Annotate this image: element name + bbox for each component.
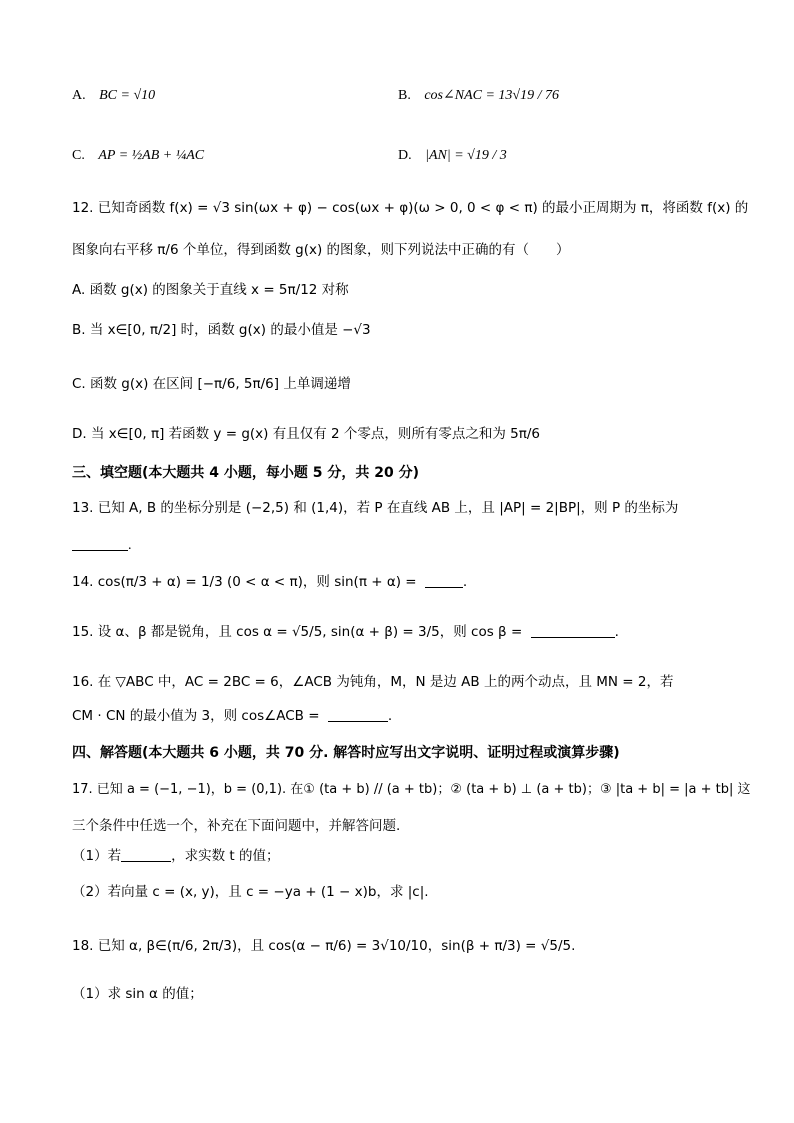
q15-stem: 15. 设 α、β 都是锐角，且 cos α = √5/5, sin(α + β) = 3/5，则 cos β = .: [72, 624, 619, 640]
q14-answer-blank[interactable]: [425, 587, 463, 588]
q18-stem: 18. 已知 α, β∈(π/6, 2π/3)，且 cos(α − π/6) = 3√10/10，sin(β + π/3) = √5/5.: [72, 938, 576, 954]
q15-answer-blank[interactable]: [531, 637, 615, 638]
q12-option-c: C. 函数 g(x) 在区间 [−π/6, 5π/6] 上单调递增: [72, 376, 351, 392]
q11-option-d: D. |AN| = √19 / 3: [398, 148, 507, 163]
q12-option-d: D. 当 x∈[0, π] 若函数 y = g(x) 有且仅有 2 个零点，则所有零点之和为 5π/6: [72, 426, 541, 442]
q12-option-a: A. 函数 g(x) 的图象关于直线 x = 5π/12 对称: [72, 282, 349, 298]
q13-answer-blank[interactable]: [72, 550, 128, 551]
q17-stem-line1: 17. 已知 a = (−1, −1)，b = (0,1). 在① (ta + b) // (a + tb)；② (ta + b) ⊥ (a + tb)；③ |ta + b| = |a + tb| 这: [72, 782, 751, 797]
q11-option-c: C. AP = ½AB + ¼AC: [72, 148, 205, 163]
q16-stem-line1: 16. 在 ▽ABC 中，AC = 2BC = 6，∠ACB 为钝角，M，N 是边 AB 上的两个动点，且 MN = 2，若: [72, 674, 674, 690]
q13-stem: 13. 已知 A, B 的坐标分别是 (−2,5) 和 (1,4)，若 P 在直线 AB 上，且 |AP| = 2|BP|，则 P 的坐标为: [72, 500, 679, 516]
q11-option-b: B. cos∠NAC = 13√19 / 76: [398, 88, 559, 103]
q18-part1: （1）求 sin α 的值；: [72, 986, 203, 1002]
section4-heading: 四、解答题(本大题共 6 小题，共 70 分. 解答时应写出文字说明、证明过程或演算步骤): [72, 745, 620, 761]
section3-heading: 三、填空题(本大题共 4 小题，每小题 5 分，共 20 分): [72, 465, 420, 481]
q17-condition-blank[interactable]: [121, 861, 171, 862]
q17-part2: （2）若向量 c = (x, y)，且 c = −ya + (1 − x)b，求 |c|.: [72, 884, 429, 900]
q11-option-a: A. BC = √10: [72, 88, 156, 103]
q16-stem-line2: CM · CN 的最小值为 3，则 cos∠ACB = .: [72, 708, 393, 724]
q12-option-b: B. 当 x∈[0, π/2] 时，函数 g(x) 的最小值是 −√3: [72, 322, 371, 338]
q14-stem: 14. cos(π/3 + α) = 1/3 (0 < α < π)，则 sin(π + α) = .: [72, 574, 468, 590]
q17-stem-line2: 三个条件中任选一个，补充在下面问题中，并解答问题.: [72, 818, 401, 834]
q16-answer-blank[interactable]: [328, 721, 388, 722]
q17-part1: （1）若 ，求实数 t 的值；: [72, 848, 280, 864]
q12-stem-line1: 12. 已知奇函数 f(x) = √3 sin(ωx + φ) − cos(ωx + φ)(ω > 0, 0 < φ < π) 的最小正周期为 π，将函数 f(x) 的: [72, 200, 749, 216]
q13-answer-line: .: [72, 536, 132, 556]
q12-stem-line2: 图象向右平移 π/6 个单位，得到函数 g(x) 的图象，则下列说法中正确的有（ ）: [72, 242, 570, 258]
